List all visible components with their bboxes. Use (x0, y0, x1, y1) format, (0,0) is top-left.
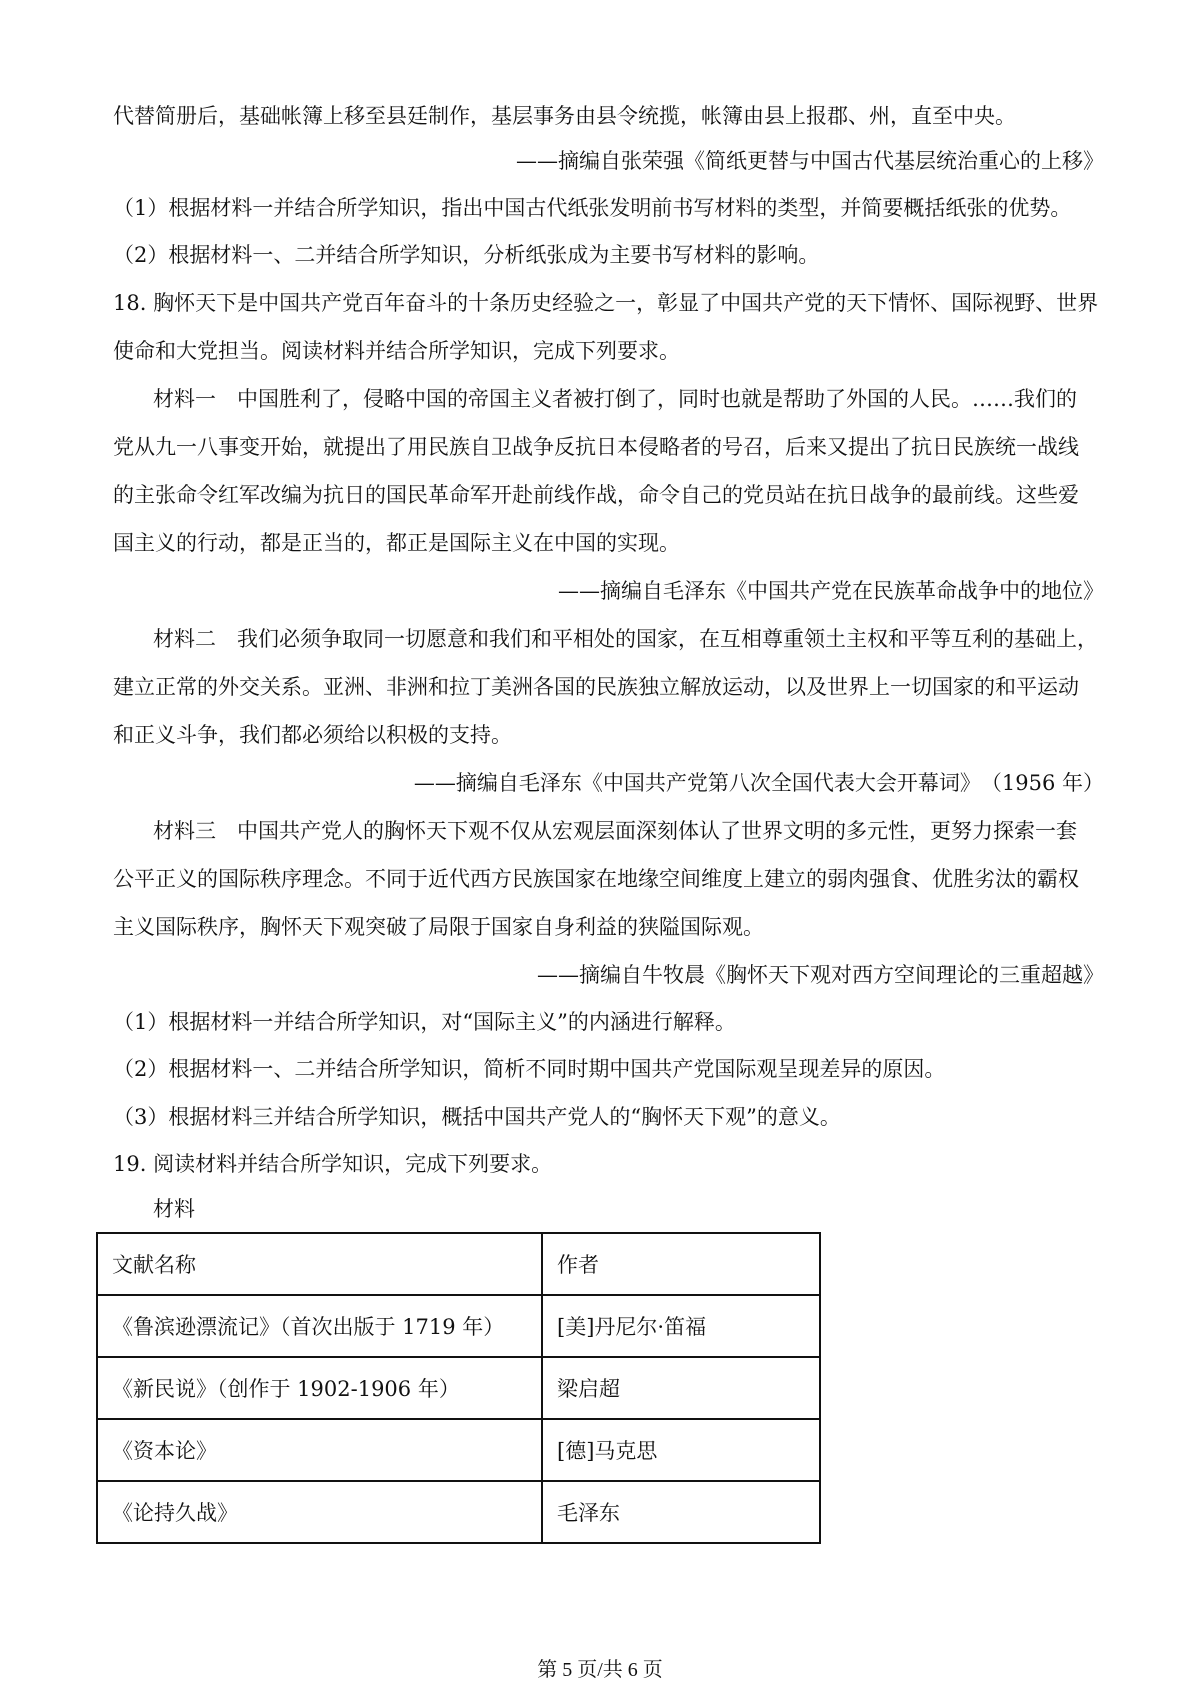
q18-question-2: （2）根据材料一、二并结合所学知识，简析不同时期中国共产党国际观呈现差异的原因。 (113, 1057, 946, 1081)
table-cell: 梁启超 (542, 1357, 820, 1419)
q18-material-1-line-2: 党从九一八事变开始，就提出了用民族自卫战争反抗日本侵略者的号召，后来又提出了抗日民族统一战线 (113, 435, 1079, 459)
page-number-footer: 第 5 页/共 6 页 (537, 1659, 663, 1681)
q19-material-table (96, 1232, 821, 1544)
table-cell: [美]丹尼尔·笛福 (542, 1295, 820, 1357)
q19-material-label: 材料 (153, 1197, 195, 1221)
q18-material-3-line-3: 主义国际秩序，胸怀天下观突破了局限于国家自身利益的狭隘国际观。 (113, 915, 764, 939)
q18-material-1-line-3: 的主张命令红军改编为抗日的国民革命军开赴前线作战，命令自己的党员站在抗日战争的最前线。这些爱 (113, 483, 1079, 507)
q18-material-2-line-3: 和正义斗争，我们都必须给以积极的支持。 (113, 723, 512, 747)
table-row (97, 1481, 820, 1543)
q18-material-2-line-2: 建立正常的外交关系。亚洲、非洲和拉丁美洲各国的民族独立解放运动，以及世界上一切国家的和平运动 (113, 675, 1079, 699)
q18-intro-line-1: 18. 胸怀天下是中国共产党百年奋斗的十条历史经验之一，彰显了中国共产党的天下情怀、国际视野、世界 (113, 291, 1099, 315)
table-row (97, 1357, 820, 1419)
q17-material-line: 代替简册后，基础帐簿上移至县廷制作，基层事务由县令统揽，帐簿由县上报郡、州，直至中央。 (113, 104, 1016, 128)
table-cell: 《论持久战》 (97, 1481, 542, 1543)
q18-intro-line-2: 使命和大党担当。阅读材料并结合所学知识，完成下列要求。 (113, 339, 680, 363)
q17-question-1: （1）根据材料一并结合所学知识，指出中国古代纸张发明前书写材料的类型，并简要概括纸张的优势。 (113, 196, 1072, 220)
q18-material-1-line-4: 国主义的行动，都是正当的，都正是国际主义在中国的实现。 (113, 531, 680, 555)
table-row (97, 1419, 820, 1481)
q18-material-2-line-1: 材料二 我们必须争取同一切愿意和我们和平相处的国家，在互相尊重领土主权和平等互利的基础上， (153, 627, 1098, 651)
q18-material-3-source: ——摘编自牛牧晨《胸怀天下观对西方空间理论的三重超越》 (537, 963, 1104, 987)
q18-material-3-line-2: 公平正义的国际秩序理念。不同于近代西方民族国家在地缘空间维度上建立的弱肉强食、优胜劣汰的霸权 (113, 867, 1079, 891)
table-cell: 《新民说》（创作于 1902-1906 年） (97, 1357, 542, 1419)
q17-question-2: （2）根据材料一、二并结合所学知识，分析纸张成为主要书写材料的影响。 (113, 243, 820, 267)
table-header-row (97, 1233, 820, 1295)
q18-question-3: （3）根据材料三并结合所学知识，概括中国共产党人的“胸怀天下观”的意义。 (113, 1105, 841, 1129)
table-row (97, 1295, 820, 1357)
q18-material-2-source: ——摘编自毛泽东《中国共产党第八次全国代表大会开幕词》 （1956 年） (413, 771, 1104, 795)
table-cell: 《资本论》 (97, 1419, 542, 1481)
q18-material-3-line-1: 材料三 中国共产党人的胸怀天下观不仅从宏观层面深刻体认了世界文明的多元性，更努力探索一套 (153, 819, 1077, 843)
table-cell: 毛泽东 (542, 1481, 820, 1543)
q18-question-1: （1）根据材料一并结合所学知识，对“国际主义”的内涵进行解释。 (113, 1010, 736, 1034)
table-cell: 《鲁滨逊漂流记》（首次出版于 1719 年） (97, 1295, 542, 1357)
q19-intro: 19. 阅读材料并结合所学知识，完成下列要求。 (113, 1152, 553, 1176)
q17-source: ——摘编自张荣强《简纸更替与中国古代基层统治重心的上移》 (516, 149, 1104, 173)
table-header-cell: 作者 (542, 1233, 820, 1295)
q18-material-1-line-1: 材料一 中国胜利了，侵略中国的帝国主义者被打倒了，同时也就是帮助了外国的人民。……我们的 (153, 387, 1077, 411)
table-cell: [德]马克思 (542, 1419, 820, 1481)
q18-material-1-source: ——摘编自毛泽东《中国共产党在民族革命战争中的地位》 (558, 579, 1104, 603)
table-header-cell: 文献名称 (97, 1233, 542, 1295)
